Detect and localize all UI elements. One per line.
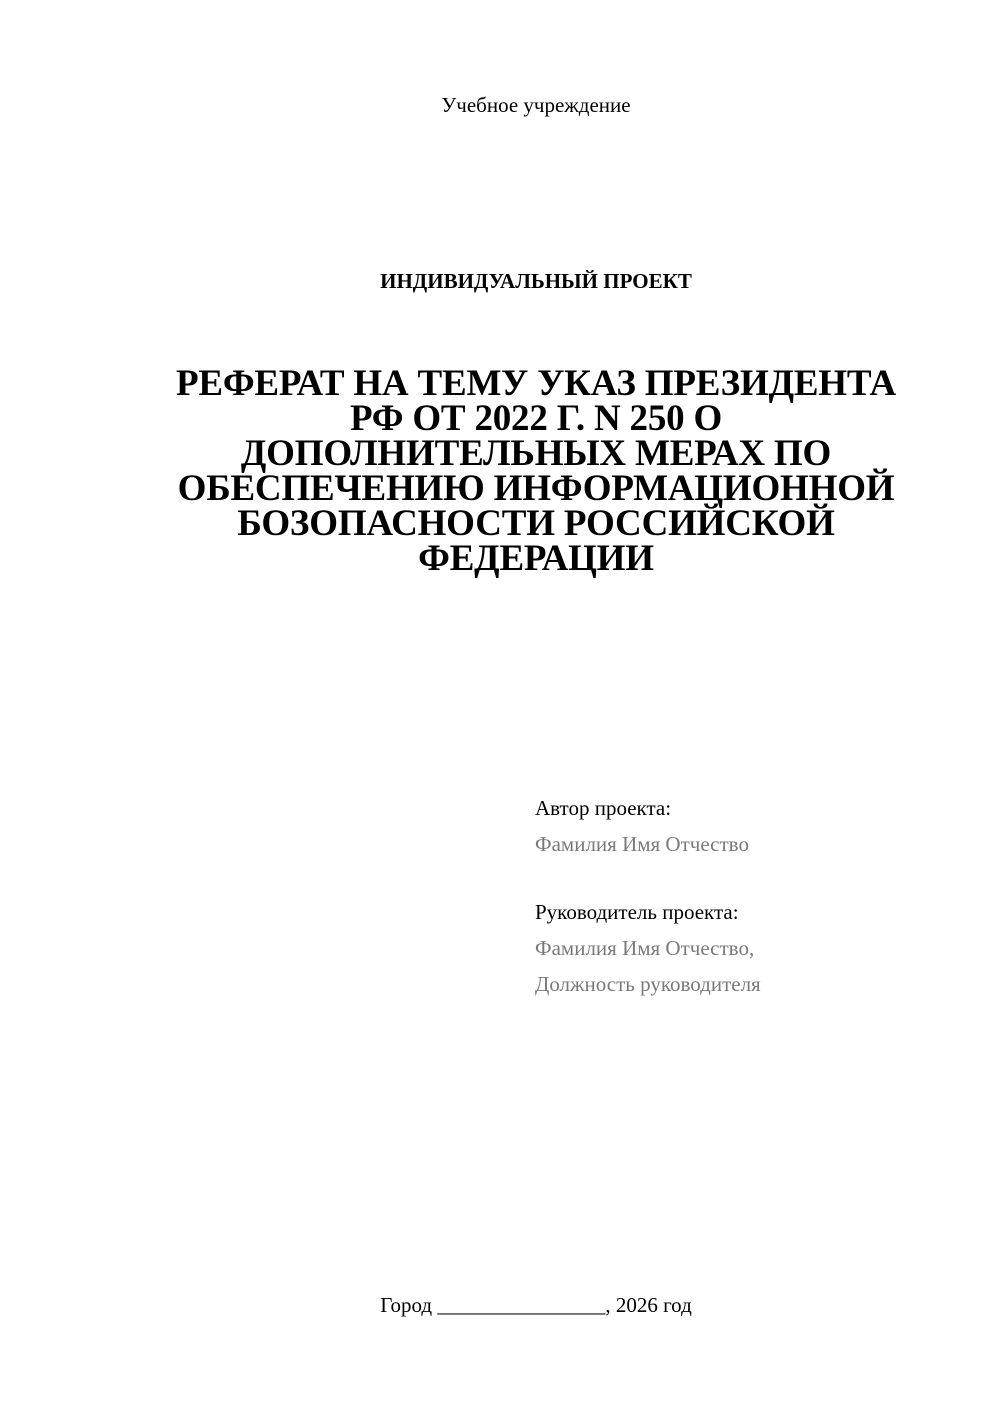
supervisor-name: Фамилия Имя Отчество, [535,936,755,960]
title-line: БОЗОПАСНОСТИ РОССИЙСКОЙ [237,503,835,544]
title-line: РЕФЕРАТ НА ТЕМУ УКАЗ ПРЕЗИДЕНТА [175,363,897,404]
city-year-footer: Город ________________, 2026 год [380,1293,692,1317]
author-name: Фамилия Имя Отчество [535,832,749,856]
title-line: ОБЕСПЕЧЕНИЮ ИНФОРМАЦИОННОЙ [177,468,895,509]
institution-name: Учебное учреждение [441,93,631,117]
title-line: ФЕДЕРАЦИИ [418,538,654,579]
supervisor-position: Должность руководителя [535,972,761,996]
document-title [150,363,922,579]
project-type-heading: ИНДИВИДУАЛЬНЫЙ ПРОЕКТ [380,269,692,293]
title-line: РФ ОТ 2022 Г. N 250 О [349,398,723,439]
author-label: Автор проекта: [535,796,672,820]
supervisor-label: Руководитель проекта: [535,900,739,924]
title-line: ДОПОЛНИТЕЛЬНЫХ МЕРАХ ПО [240,433,832,474]
credits-block [535,790,975,1002]
spacer [535,862,975,894]
